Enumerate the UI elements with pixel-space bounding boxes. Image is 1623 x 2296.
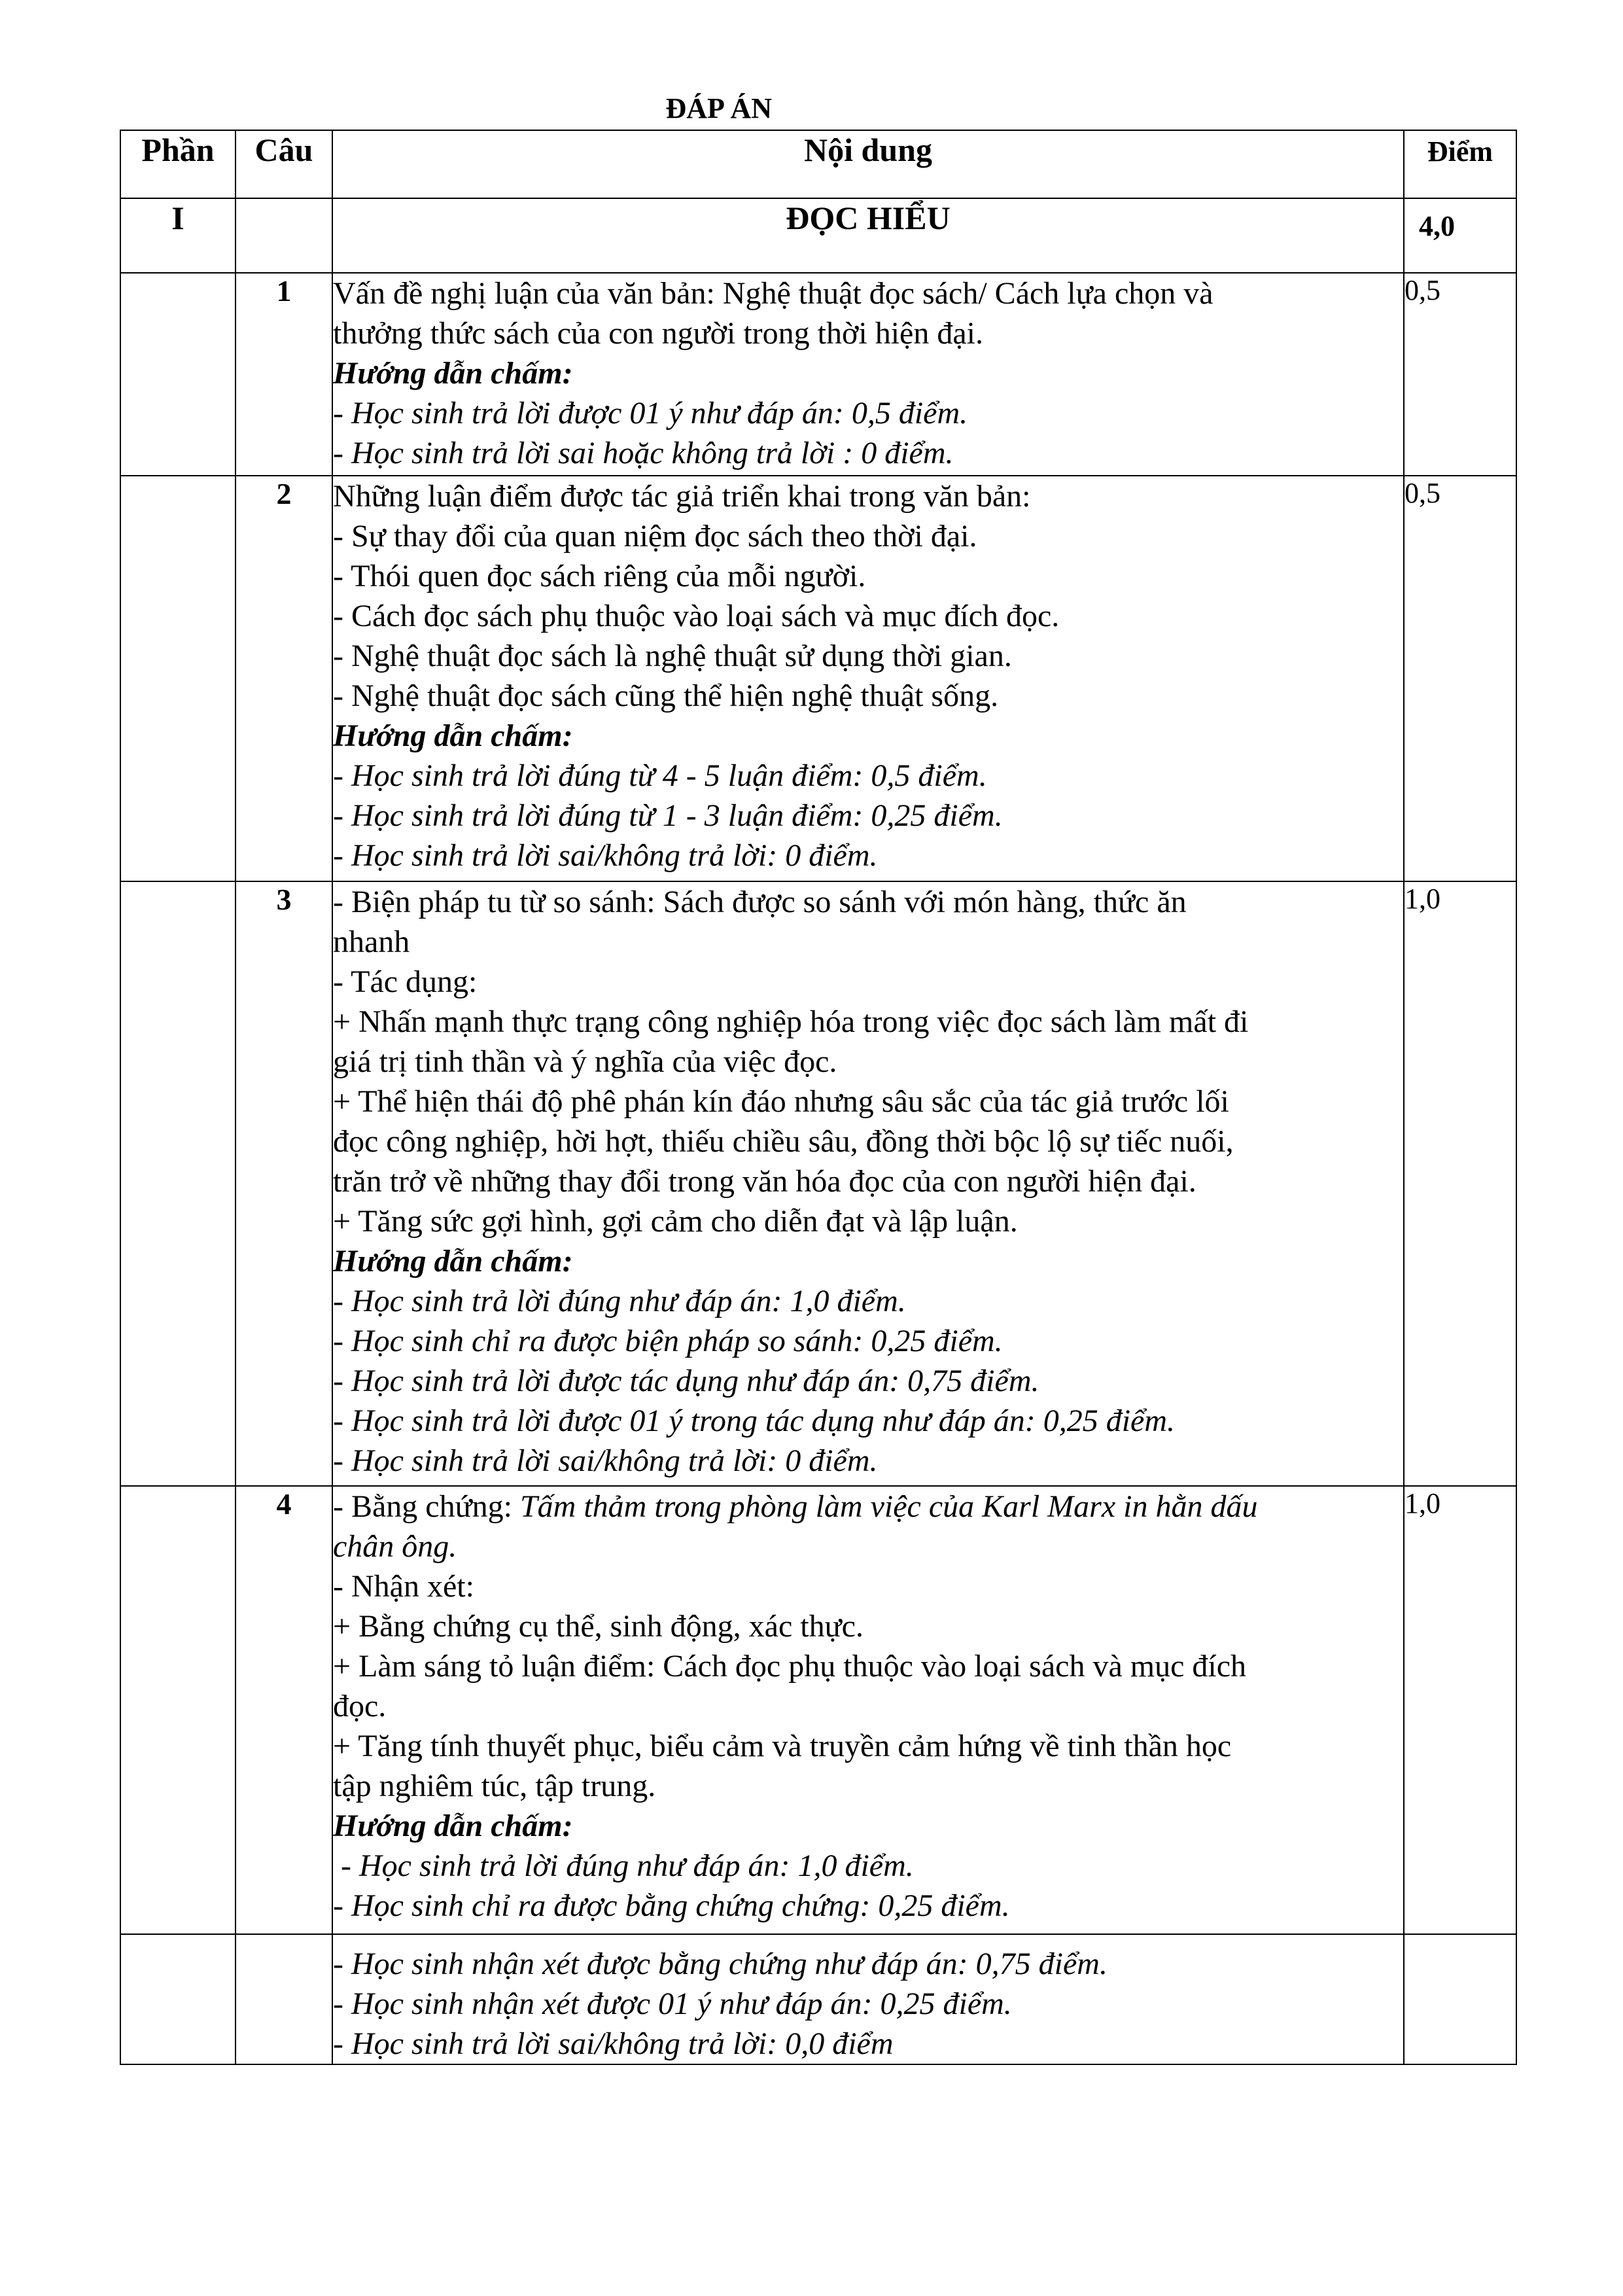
section-part: I xyxy=(120,198,236,273)
part-cell xyxy=(120,273,236,476)
answer-content xyxy=(332,476,1404,881)
content-line: nhanh xyxy=(333,925,410,959)
question-number: 3 xyxy=(236,881,332,1486)
table-row xyxy=(120,273,1516,476)
evidence-text: Tấm thảm trong phòng làm việc của Karl Marx in hằn dấu xyxy=(519,1489,1258,1524)
content-line: đọc. xyxy=(333,1689,387,1723)
question-number: 2 xyxy=(236,476,332,881)
question-number: 4 xyxy=(236,1486,332,1934)
question-score: 1,0 xyxy=(1404,881,1516,1486)
header-row xyxy=(120,130,1516,198)
guide-line: - Học sinh trả lời sai/không trả lời: 0,0 điểm xyxy=(333,2026,894,2061)
content-line xyxy=(333,1487,1403,1527)
guide-line: - Học sinh nhận xét được 01 ý như đáp án: 0,25 điểm. xyxy=(333,1987,1012,2021)
question-score: 1,0 xyxy=(1404,1486,1516,1934)
table-row xyxy=(120,476,1516,881)
table-row xyxy=(120,881,1516,1486)
answer-content xyxy=(332,1934,1404,2064)
content-line: - Cách đọc sách phụ thuộc vào loại sách và mục đích đọc. xyxy=(333,599,1060,633)
part-cell xyxy=(120,1934,236,2064)
section-row xyxy=(120,198,1516,273)
answer-table xyxy=(120,130,1517,2065)
part-cell xyxy=(120,1486,236,1934)
question-cell xyxy=(236,1934,332,2064)
table-row xyxy=(120,1934,1516,2064)
header-part: Phần xyxy=(120,130,236,198)
content-line: + Làm sáng tỏ luận điểm: Cách đọc phụ thuộc vào loại sách và mục đích xyxy=(333,1649,1247,1684)
question-score: 0,5 xyxy=(1404,273,1516,476)
guide-label: Hướng dẫn chấm: xyxy=(333,1244,573,1279)
guide-line: - Học sinh nhận xét được bằng chứng như đáp án: 0,75 điểm. xyxy=(333,1947,1108,1981)
content-line: giá trị tinh thần và ý nghĩa của việc đọc. xyxy=(333,1044,837,1079)
guide-line: - Học sinh chỉ ra được bằng chứng chứng: 0,25 điểm. xyxy=(333,1888,1010,1923)
answer-content xyxy=(332,881,1404,1486)
guide-line: - Học sinh trả lời đúng như đáp án: 1,0 điểm. xyxy=(333,1284,906,1318)
section-title: ĐỌC HIỂU xyxy=(332,198,1404,273)
header-content: Nội dung xyxy=(332,130,1404,198)
answer-content xyxy=(332,273,1404,476)
content-line: - Nghệ thuật đọc sách là nghệ thuật sử dụng thời gian. xyxy=(333,639,1012,673)
guide-line: - Học sinh trả lời được 01 ý như đáp án: 0,5 điểm. xyxy=(333,396,968,431)
content-line: - Sự thay đổi của quan niệm đọc sách theo thời đại. xyxy=(333,519,977,554)
guide-line: - Học sinh trả lời được tác dụng như đáp án: 0,75 điểm. xyxy=(333,1364,1039,1398)
header-score: Điểm xyxy=(1404,130,1516,198)
header-question: Câu xyxy=(236,130,332,198)
question-number: 1 xyxy=(236,273,332,476)
content-line: chân ông. xyxy=(333,1529,457,1564)
guide-line: - Học sinh trả lời sai hoặc không trả lời : 0 điểm. xyxy=(333,436,954,470)
section-empty xyxy=(236,198,332,273)
content-line: Vấn đề nghị luận của văn bản: Nghệ thuật đọc sách/ Cách lựa chọn và xyxy=(333,276,1213,311)
guide-label: Hướng dẫn chấm: xyxy=(333,356,573,391)
question-score: 0,5 xyxy=(1404,476,1516,881)
content-line: + Tăng tính thuyết phục, biểu cảm và truyền cảm hứng về tinh thần học xyxy=(333,1729,1232,1763)
guide-line: - Học sinh trả lời sai/không trả lời: 0 điểm. xyxy=(333,1443,878,1478)
guide-label: Hướng dẫn chấm: xyxy=(333,1809,573,1843)
content-line: - Tác dụng: xyxy=(333,964,478,999)
guide-line: - Học sinh trả lời đúng từ 1 - 3 luận điểm: 0,25 điểm. xyxy=(333,798,1003,833)
content-line: + Bằng chứng cụ thể, sinh động, xác thực. xyxy=(333,1609,864,1644)
page-title: ĐÁP ÁN xyxy=(665,92,772,124)
content-line: tập nghiêm túc, tập trung. xyxy=(333,1769,656,1803)
section-score: 4,0 xyxy=(1404,198,1516,273)
content-line: + Nhấn mạnh thực trạng công nghiệp hóa trong việc đọc sách làm mất đi xyxy=(333,1004,1249,1039)
content-line: đọc công nghiệp, hời hợt, thiếu chiều sâu, đồng thời bộc lộ sự tiếc nuối, xyxy=(333,1124,1234,1159)
guide-line: - Học sinh trả lời sai/không trả lời: 0 điểm. xyxy=(333,838,878,873)
content-line: + Tăng sức gợi hình, gợi cảm cho diễn đạt và lập luận. xyxy=(333,1204,1018,1239)
guide-line: - Học sinh chỉ ra được biện pháp so sánh: 0,25 điểm. xyxy=(333,1324,1003,1358)
score-cell xyxy=(1404,1934,1516,2064)
content-line: trăn trở về những thay đổi trong văn hóa đọc của con người hiện đại. xyxy=(333,1164,1196,1199)
content-line: - Thói quen đọc sách riêng của mỗi người. xyxy=(333,559,866,593)
content-line: - Nhận xét: xyxy=(333,1569,474,1604)
answer-content xyxy=(332,1486,1404,1934)
content-line: + Thể hiện thái độ phê phán kín đáo nhưng sâu sắc của tác giả trước lối xyxy=(333,1084,1229,1119)
table-row xyxy=(120,1486,1516,1934)
guide-label: Hướng dẫn chấm: xyxy=(333,718,573,753)
evidence-label: - Bằng chứng: xyxy=(333,1489,520,1524)
content-line: - Nghệ thuật đọc sách cũng thể hiện nghệ thuật sống. xyxy=(333,679,999,713)
guide-line: - Học sinh trả lời được 01 ý trong tác dụng như đáp án: 0,25 điểm. xyxy=(333,1404,1176,1438)
part-cell xyxy=(120,476,236,881)
content-line: - Biện pháp tu từ so sánh: Sách được so sánh với món hàng, thức ăn xyxy=(333,885,1187,919)
content-line: Những luận điểm được tác giả triển khai trong văn bản: xyxy=(333,479,1031,514)
part-cell xyxy=(120,881,236,1486)
guide-line: - Học sinh trả lời đúng như đáp án: 1,0 điểm. xyxy=(333,1848,914,1883)
guide-line: - Học sinh trả lời đúng từ 4 - 5 luận điểm: 0,5 điểm. xyxy=(333,758,987,793)
content-line: thưởng thức sách của con người trong thời hiện đại. xyxy=(333,316,983,351)
